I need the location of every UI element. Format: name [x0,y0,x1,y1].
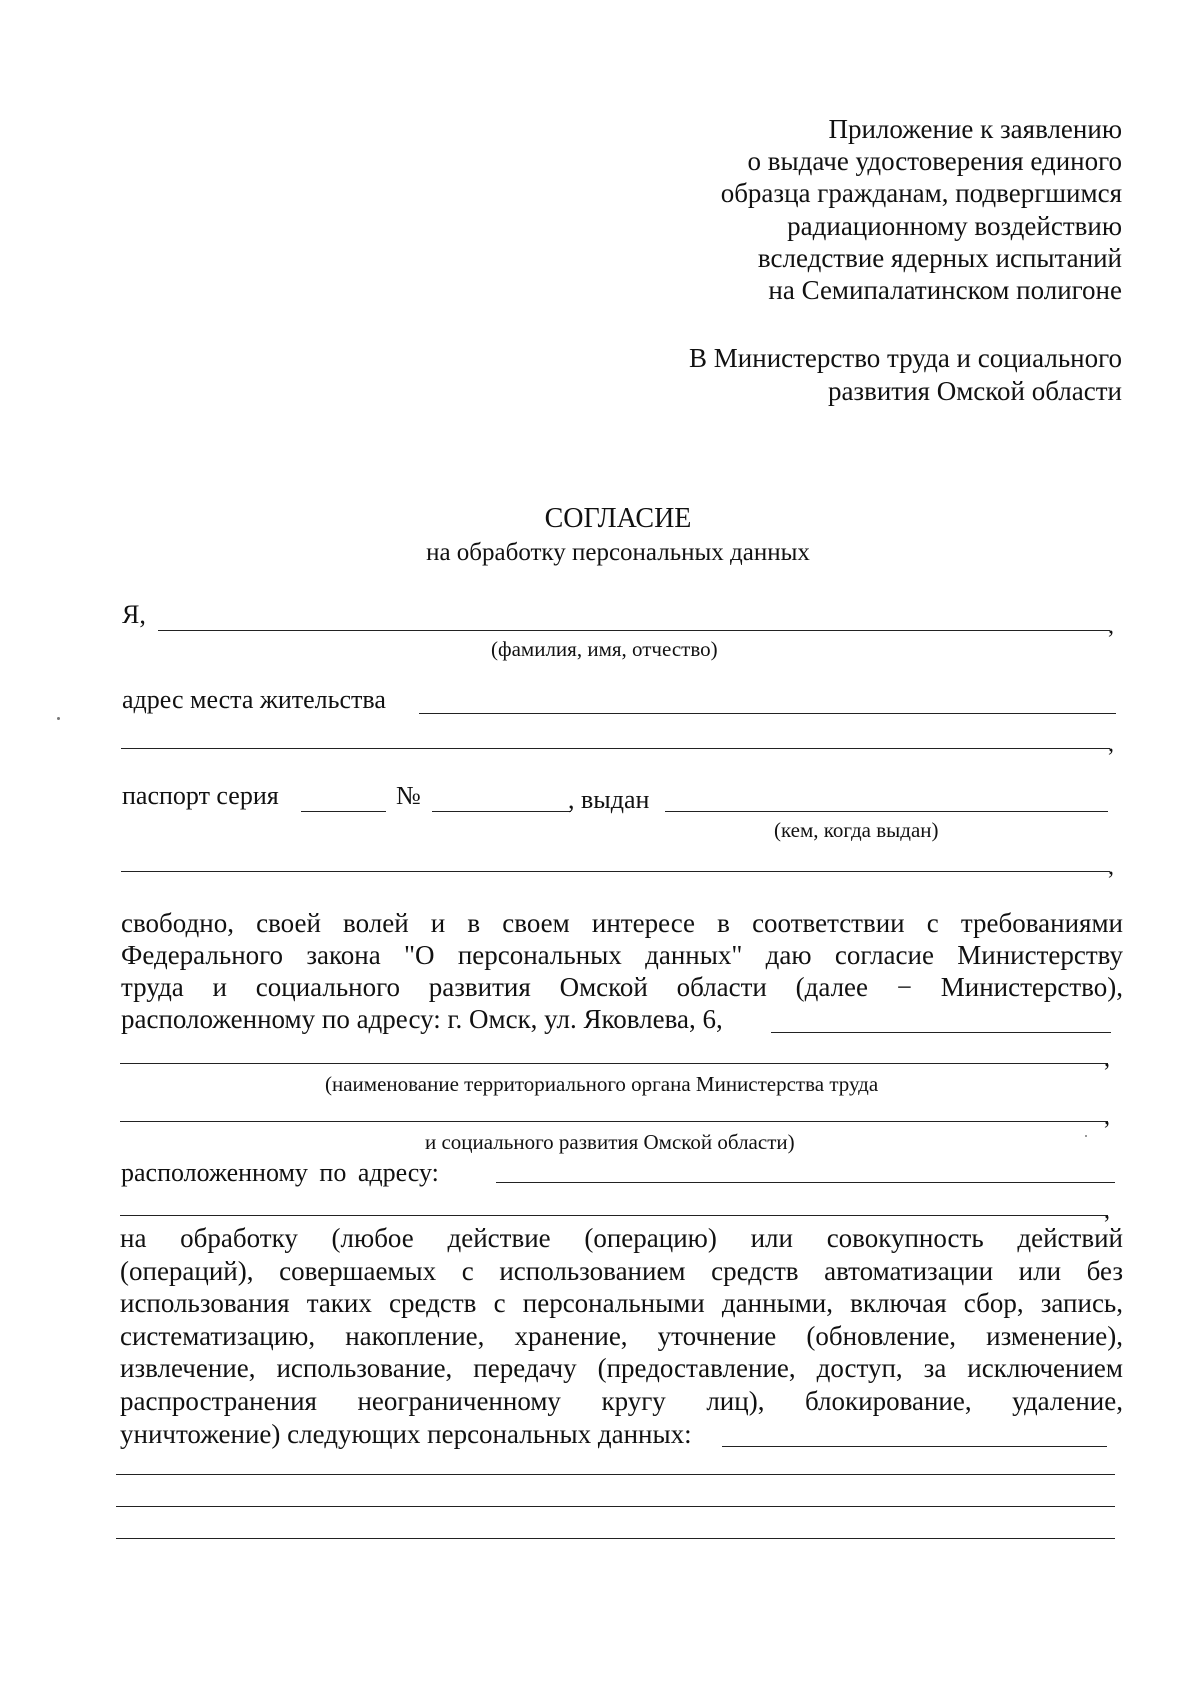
paragraph-line: распространения неограниченному кругу лиц), блокирование, удаление, [120,1385,1123,1416]
issued-by-field[interactable] [665,811,1108,812]
personal-data-field-line-4[interactable] [116,1538,1115,1539]
comma: , [1108,854,1114,880]
paragraph-line: извлечение, использование, передачу (предоставление, доступ, за исключением [120,1353,1123,1384]
number-sign: № [396,781,421,810]
address-label: адрес места жительства [122,685,386,714]
paragraph-line: Федерального закона "О персональных данных" даю согласие Министерству [121,940,1123,970]
territorial-body-field-line-3[interactable] [120,1121,1108,1122]
issued-label: , выдан [568,785,650,814]
annex-line: на Семипалатинском полигоне [768,275,1122,306]
personal-data-field-line-3[interactable] [116,1506,1115,1507]
address-field-line-1[interactable] [419,713,1116,714]
comma: , [1108,731,1114,757]
address-field-line-2[interactable] [121,748,1110,749]
passport-series-field[interactable] [301,811,386,812]
paragraph-line: систематизацию, накопление, хранение, уточнение (обновление, изменение), [120,1320,1123,1351]
processing-paragraph [120,1222,1123,1450]
addressee-line: развития Омской области [827,376,1122,406]
territorial-address-field-line-2[interactable] [120,1215,1108,1216]
territorial-address-field[interactable] [496,1182,1115,1183]
territorial-body-field[interactable] [771,1032,1111,1033]
document-subtitle: на обработку персональных данных [426,539,810,566]
annex-line: образца гражданам, подвергшимся [720,178,1122,209]
comma: , [1104,1046,1110,1072]
paragraph-line: использования таких средств с персональными данными, включая сбор, запись, [120,1288,1123,1319]
annex-line: вследствие ядерных испытаний [757,242,1122,273]
paragraph-line: расположенному по адресу: г. Омск, ул. Яковлева, 6, [121,1004,723,1034]
territorial-body-field-line-2[interactable] [120,1063,1108,1064]
territorial-body-caption-2: и социального развития Омской области) [425,1130,795,1154]
addressee-line: В Министерство труда и социального [689,343,1122,373]
personal-data-field-line-2[interactable] [116,1474,1115,1475]
scan-speck [1085,1135,1087,1137]
i-label: Я, [122,600,146,629]
annex-header [600,113,1122,306]
paragraph-line: (операций), совершаемых с использованием средств автоматизации или без [120,1255,1123,1286]
full-name-caption: (фамилия, имя, отчество) [491,637,718,661]
comma: , [1108,613,1114,639]
located-label: расположенному по адресу: [121,1158,439,1187]
issued-by-field-line-2[interactable] [121,871,1110,872]
personal-data-field[interactable] [722,1446,1107,1447]
annex-line: Приложение к заявлению [828,114,1122,144]
scan-speck [57,717,60,720]
comma: , [1104,1104,1110,1130]
paragraph-line: на обработку (любое действие (операцию) или совокупность действий [120,1223,1123,1253]
annex-line: радиационному воздействию [787,210,1122,241]
addressee-block [600,342,1122,408]
passport-series-label: паспорт серия [122,781,279,810]
passport-number-field[interactable] [432,811,571,812]
paragraph-line: труда и социального развития Омской области (далее − Министерство), [121,972,1123,1002]
consent-paragraph [121,907,1123,1035]
full-name-field[interactable] [158,630,1110,631]
paragraph-line: уничтожение) следующих персональных данных: [120,1418,692,1449]
annex-line: о выдаче удостоверения единого [747,146,1122,177]
comma: , [1104,1198,1110,1224]
document-title: СОГЛАСИЕ [544,503,692,534]
paragraph-line: свободно, своей волей и в своем интересе в соответствии с требованиями [121,908,1123,938]
issued-by-caption: (кем, когда выдан) [774,818,939,842]
territorial-body-caption-1: (наименование территориального органа Министерства труда [325,1072,879,1096]
